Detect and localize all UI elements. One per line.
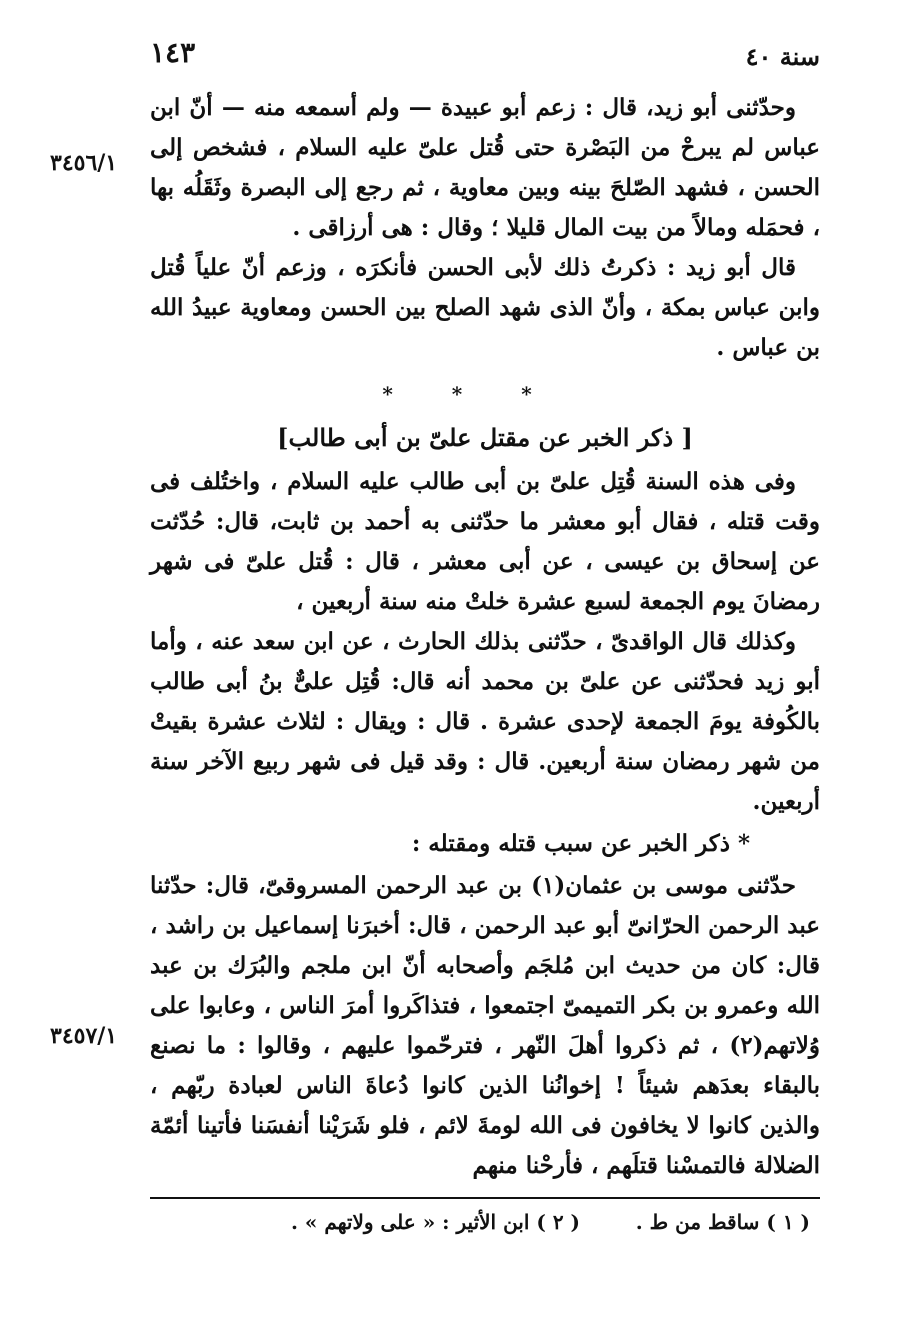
section-heading: [ ذكر الخبر عن مقتل علىّ بن أبى طالب] [277, 423, 693, 452]
body-text [150, 88, 820, 1186]
subheading: * ذكر الخبر عن سبب قتله ومقتله : [411, 830, 750, 857]
footnote-2: ( ٢ ) ابن الأثير : « على ولاتهم » . [291, 1210, 580, 1234]
paragraph-1: وحدّثنى أبو زيد، قال : زعم أبو عبيدة — ولم أسمعه منه — أنّ ابن عباس لم يبرحْ من البَصْرة حتى قُتل علىّ عليه السلام ، فشخص إلى الحسن ، فشهد الصّلحَ بينه وبين معاوية ، ثم رجع إلى البصرة وثَقَلُه بها ، فحمَله ومالاً من بيت المال قليلا ؛ وقال : هى أرزاقى . [150, 94, 820, 241]
margin-reference-1: ٣٤٥٦/١ [50, 150, 118, 176]
footnote-rule [150, 1197, 820, 1199]
running-head: سنة ٤٠ [745, 42, 820, 71]
footnote-1: ( ١ ) ساقط من ط . [635, 1210, 810, 1234]
section-separator: * * * [382, 382, 558, 406]
page-number: ١٤٣ [150, 36, 196, 69]
page-header [150, 36, 820, 76]
paragraph-5: حدّثنى موسى بن عثمان(١) بن عبد الرحمن المسروقىّ، قال: حدّثنا عبد الرحمن الحرّانىّ أبو عبد الرحمن ، قال: أخبرَنا إسماعيل بن راشد ، قال: كان من حديث ابن مُلجَم وأصحابه أنّ ابن ملجم والبُرَك بن عبد الله وعمرو بن بكر التميمىّ اجتمعوا ، فتذاكَروا أمرَ الناس ، وعابوا على وُلاتهم(٢) ، ثم ذكروا أهلَ النّهر ، فترحّموا عليهم ، وقالوا : ما نصنع بالبقاء بعدَهم شيئاً ! إخوانُنا الذين كانوا دُعاةَ الناس لعبادة ربّهم ، والذين كانوا لا يخافون فى الله لومةَ لائم ، فلو شَرَيْنا أنفسَنا فأتينا أئمّة الضلالة فالتمسْنا قتلَهم ، فأرحْنا منهم [150, 872, 820, 1179]
paragraph-2: قال أبو زيد : ذكرتُ ذلك لأبى الحسن فأنكرَه ، وزعم أنّ علياً قُتل وابن عباس بمكة ، وأنّ الذى شهد الصلح بين الحسن ومعاوية عبيدُ الله بن عباس . [150, 254, 820, 361]
footnotes [150, 1210, 820, 1240]
margin-reference-2: ٣٤٥٧/١ [50, 1023, 118, 1049]
paragraph-4: وكذلك قال الواقدىّ ، حدّثنى بذلك الحارث ، عن ابن سعد عنه ، وأما أبو زيد فحدّثنى عن علىّ بن محمد أنه قال: قُتِل علىٌّ بنُ أبى طالب بالكُوفة يومَ الجمعة لإحدى عشرة . قال : ويقال : لثلاث عشرة بقيتْ من شهر رمضان سنة أربعين. قال : وقد قيل فى شهر ربيع الآخر سنة أربعين. [150, 628, 820, 815]
paragraph-3: وفى هذه السنة قُتِل علىّ بن أبى طالب عليه السلام ، واختُلف فى وقت قتله ، فقال أبو معشر ما حدّثنى به أحمد بن ثابت، قال: حُدّثت عن إسحاق بن عيسى ، عن أبى معشر ، قال : قُتل علىّ فى شهر رمضانَ يوم الجمعة لسبع عشرة خلتْ منه سنة أربعين ، [150, 468, 820, 615]
